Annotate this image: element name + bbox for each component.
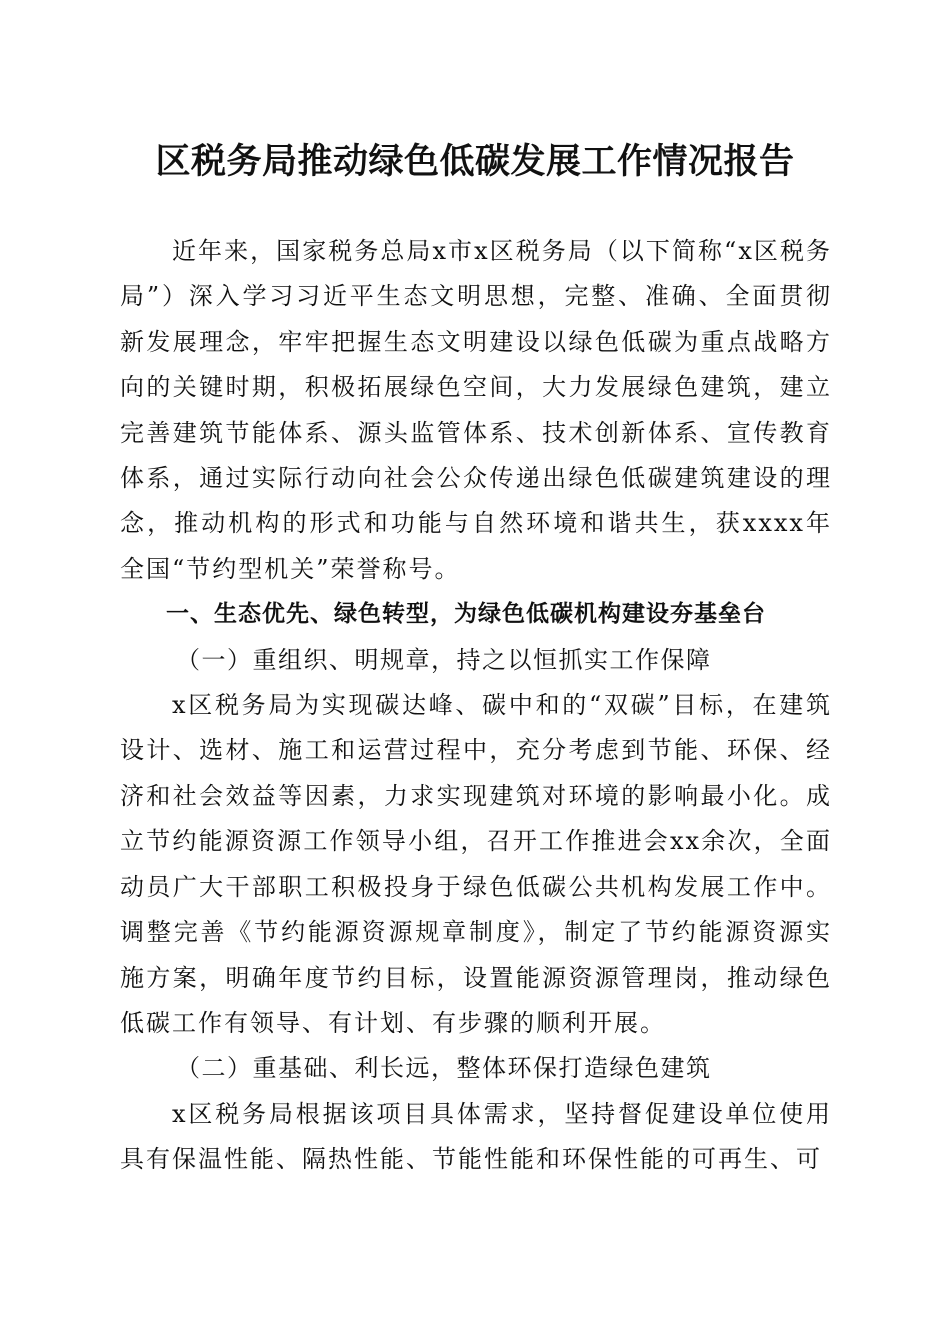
section-heading-1: 一、生态优先、绿色转型，为绿色低碳机构建设夯基垒台 bbox=[166, 601, 766, 628]
document-title: 区税务局推动绿色低碳发展工作情况报告 bbox=[155, 142, 795, 182]
intro-paragraph: 近年来，国家税务总局x市x区税务局（以下简称“x区税务局”）深入学习习近平生态文明思想，完整、准确、全面贯彻新发展理念，牢牢把握生态文明建设以绿色低碳为重点战略方向的关键时期，积极拓展绿色空间，大力发展绿色建筑，建立完善建筑节能体系、源头监管体系、技术创新体系、宣传教育体系，通过实际行动向社会公众传递出绿色低碳建筑建设的理念，推动机构的形式和功能与自然环境和谐共生，获xxxx年全国“节约型机关”荣誉称号。 bbox=[120, 237, 832, 583]
document-body bbox=[120, 229, 832, 1183]
subsection-heading-1: （一）重组织、明规章，持之以恒抓实工作保障 bbox=[176, 645, 712, 674]
subsection-heading-2: （二）重基础、利长远，整体环保打造绿色建筑 bbox=[176, 1054, 712, 1083]
subsection-1-paragraph: x区税务局为实现碳达峰、碳中和的“双碳”目标，在建筑设计、选材、施工和运营过程中，充分考虑到节能、环保、经济和社会效益等因素，力求实现建筑对环境的影响最小化。成立节约能源资源工作领导小组，召开工作推进会xx余次，全面动员广大干部职工积极投身于绿色低碳公共机构发展工作中。调整完善《节约能源资源规章制度》，制定了节约能源资源实施方案，明确年度节约目标，设置能源资源管理岗，推动绿色低碳工作有领导、有计划、有步骤的顺利开展。 bbox=[120, 691, 832, 1037]
subsection-2-paragraph: x区税务局根据该项目具体需求，坚持督促建设单位使用具有保温性能、隔热性能、节能性能和环保性能的可再生、可 bbox=[120, 1099, 832, 1174]
